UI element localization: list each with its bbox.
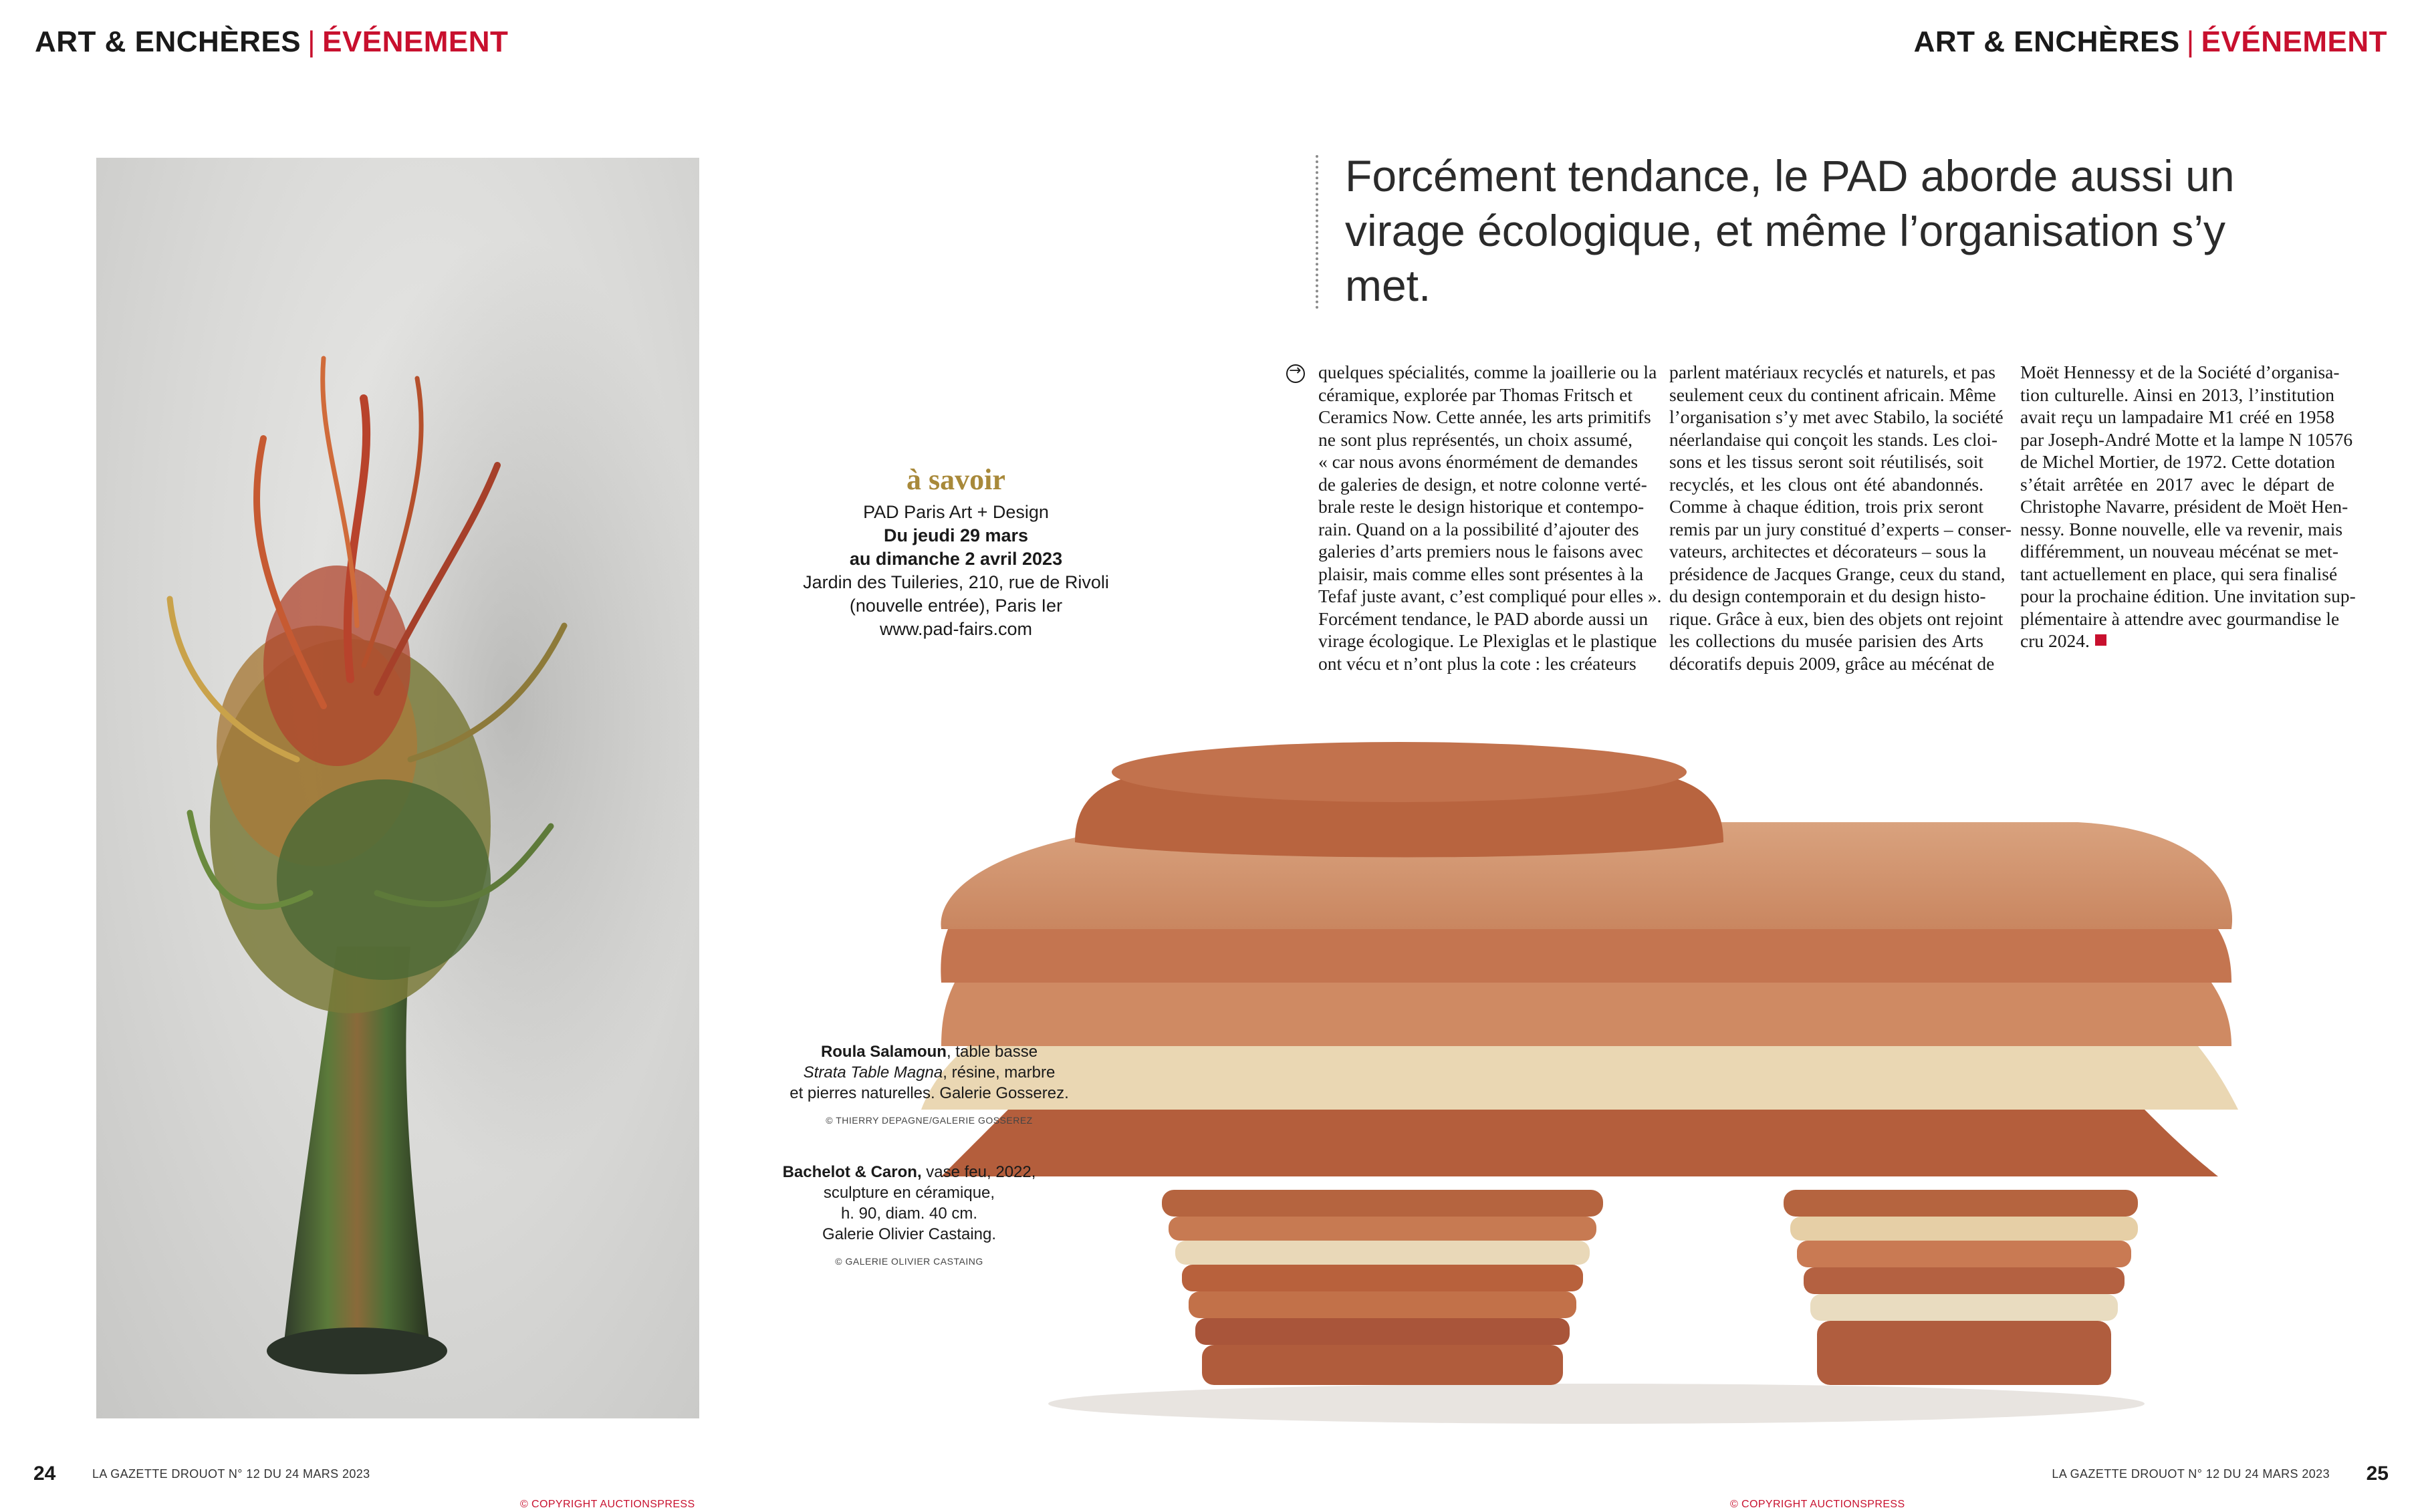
caption-text: sculpture en céramique, (823, 1184, 995, 1202)
article-line: de Michel Mortier, de 1972. Cette dotation (2020, 451, 2335, 472)
info-line: (nouvelle entrée), Paris Ier (849, 596, 1063, 616)
article-line: virage écologique. Le Plexiglas et le plastique (1318, 630, 1657, 651)
article-line: ont vécu et n’ont plus la cote : les créateurs (1318, 652, 1637, 674)
page-number-right: 25 (2366, 1463, 2389, 1485)
copyright-right: © COPYRIGHT AUCTIONSPRESS (1730, 1499, 1905, 1510)
table-left-leg (1162, 1190, 1603, 1385)
event-label: ÉVÉNEMENT (2201, 25, 2387, 58)
article-line: galeries d’arts premiers nous le faisons avec (1318, 541, 1643, 561)
article-line: « car nous avons énormément de demandes (1318, 451, 1639, 472)
vase-illustration (96, 158, 699, 1418)
caption-table (789, 1041, 1070, 1131)
article-line: Tefaf juste avant, c’est compliqué pour elles ». (1318, 586, 1662, 606)
article-line: plémentaire à attendre avec gourmandise le (2020, 608, 2340, 629)
article-line: de galeries de design, et notre colonne verté- (1318, 473, 1647, 495)
article-line: nessy. Bonne nouvelle, elle va revenir, mais (2020, 518, 2343, 539)
caption-text: h. 90, diam. 40 cm. (840, 1205, 978, 1223)
article-line: pour la prochaine édition. Une invitation sup- (2020, 586, 2356, 606)
table-right-leg (1784, 1190, 2138, 1385)
article-line: par Joseph-André Motte et la lampe N 10576 (2020, 428, 2353, 450)
article-line: Moët Hennessy et de la Société d’organisa- (2020, 362, 2340, 382)
caption-author: Bachelot & Caron, (782, 1163, 922, 1181)
info-line: Jardin des Tuileries, 210, rue de Rivoli (803, 572, 1109, 592)
article-line: Forcément tendance, le PAD aborde aussi un (1318, 608, 1649, 629)
photo-credit: © THIERRY DEPAGNE/GALERIE GOSSEREZ (826, 1115, 1033, 1126)
table-top (921, 742, 2238, 1176)
article-line: cru 2024. (2020, 630, 2090, 651)
info-box (762, 463, 1150, 641)
page-header-left (35, 25, 508, 59)
publication-info-right: LA GAZETTE DROUOT N° 12 DU 24 MARS 2023 (2052, 1467, 2330, 1481)
article-line: tant actuellement en place, qui sera finalisé (2020, 563, 2338, 584)
article-line: rain. Quand on a la possibilité d’ajouter des (1318, 518, 1639, 539)
article-line: s’était arrêtée en 2017 avec le départ de (2020, 473, 2334, 495)
info-box-title: à savoir (906, 463, 1005, 496)
caption-text: , table basse (946, 1043, 1038, 1061)
quote-bar (1316, 155, 1318, 309)
article-line: sons et les tissus seront soit réutilisés, soit (1669, 451, 1983, 472)
event-label: ÉVÉNEMENT (322, 25, 509, 58)
section-label: ART & ENCHÈRES (35, 25, 301, 58)
article-line: plaisir, mais comme elles sont présentes à la (1318, 563, 1644, 584)
article-line: l’organisation s’y met avec Stabilo, la société (1669, 406, 2004, 427)
copyright-left: © COPYRIGHT AUCTIONSPRESS (520, 1499, 695, 1510)
article-line: remis par un jury constitué d’experts – conser- (1669, 518, 2012, 539)
article-line: vateurs, architectes et décorateurs – sous la (1669, 541, 1987, 561)
info-line: PAD Paris Art + Design (863, 502, 1049, 522)
info-line: au dimanche 2 avril 2023 (849, 549, 1063, 569)
page-header-right (1914, 25, 2387, 59)
pull-quote: Forcément tendance, le PAD aborde aussi un virage écologique, et même l’organisation s’y met. (1345, 151, 2235, 310)
article-line: seulement ceux du continent africain. Même (1669, 384, 1996, 405)
article-column-2 (1669, 361, 2012, 674)
caption-text: Galerie Olivier Castaing. (822, 1225, 997, 1243)
page-number-left: 24 (33, 1463, 56, 1485)
article-line: recyclés, et les clous ont été abandonnés. (1669, 473, 1983, 495)
caption-author: Roula Salamoun (820, 1043, 947, 1061)
article-line: quelques spécialités, comme la joaillerie ou la (1318, 362, 1657, 382)
article-line: céramique, explorée par Thomas Fritsch et (1318, 384, 1632, 405)
article-line: parlent matériaux recyclés et naturels, et pas (1669, 362, 1995, 382)
article-line: différemment, un nouveau mécénat se met- (2020, 541, 2338, 561)
article-column-3 (2020, 361, 2356, 652)
photo-credit: © GALERIE OLIVIER CASTAING (835, 1256, 983, 1267)
continue-arrow-icon (1286, 364, 1305, 383)
article-line: avait reçu un lampadaire M1 créé en 1958 (2020, 406, 2334, 427)
article-line: rique. Grâce à eux, bien des objets ont rejoint (1669, 608, 2004, 629)
article-line: décoratifs depuis 2009, grâce au mécénat de (1669, 652, 1995, 674)
caption-text: , résine, marbre (943, 1063, 1056, 1082)
article-line: ne sont plus représentés, un choix assumé, (1318, 428, 1632, 450)
header-separator: | (2186, 25, 2195, 58)
publication-info-left: LA GAZETTE DROUOT N° 12 DU 24 MARS 2023 (92, 1467, 370, 1481)
article-line: brale reste le design historique et contempo- (1318, 496, 1645, 517)
article-line: Christophe Navarre, président de Moët Hen- (2020, 496, 2348, 517)
article-line: du design contemporain et du design histo- (1669, 586, 1986, 606)
article-line: Ceramics Now. Cette année, les arts primitifs (1318, 406, 1651, 427)
article-line: Comme à chaque édition, trois prix seront (1669, 496, 1983, 517)
end-of-article-mark (2095, 634, 2106, 646)
article-column-1 (1318, 361, 1662, 674)
article-line: présidence de Jacques Grange, ceux du stand, (1669, 563, 2006, 584)
vase-photo (96, 158, 699, 1418)
article-line: tion culturelle. Ainsi en 2013, l’institution (2020, 384, 2334, 405)
section-label: ART & ENCHÈRES (1913, 25, 2180, 58)
caption-text: et pierres naturelles. Galerie Gosserez. (790, 1084, 1069, 1102)
article-line: les collections du musée parisien des Arts (1669, 630, 1983, 651)
article-line: néerlandaise qui conçoit les stands. Les cloi- (1669, 428, 1998, 450)
info-link[interactable]: www.pad-fairs.com (879, 619, 1033, 639)
info-line: Du jeudi 29 mars (883, 525, 1029, 545)
caption-text: vase feu, 2022, (921, 1163, 1036, 1181)
header-separator: | (308, 25, 316, 58)
caption-title: Strata Table Magna (803, 1063, 943, 1082)
caption-vase (769, 1162, 1050, 1272)
